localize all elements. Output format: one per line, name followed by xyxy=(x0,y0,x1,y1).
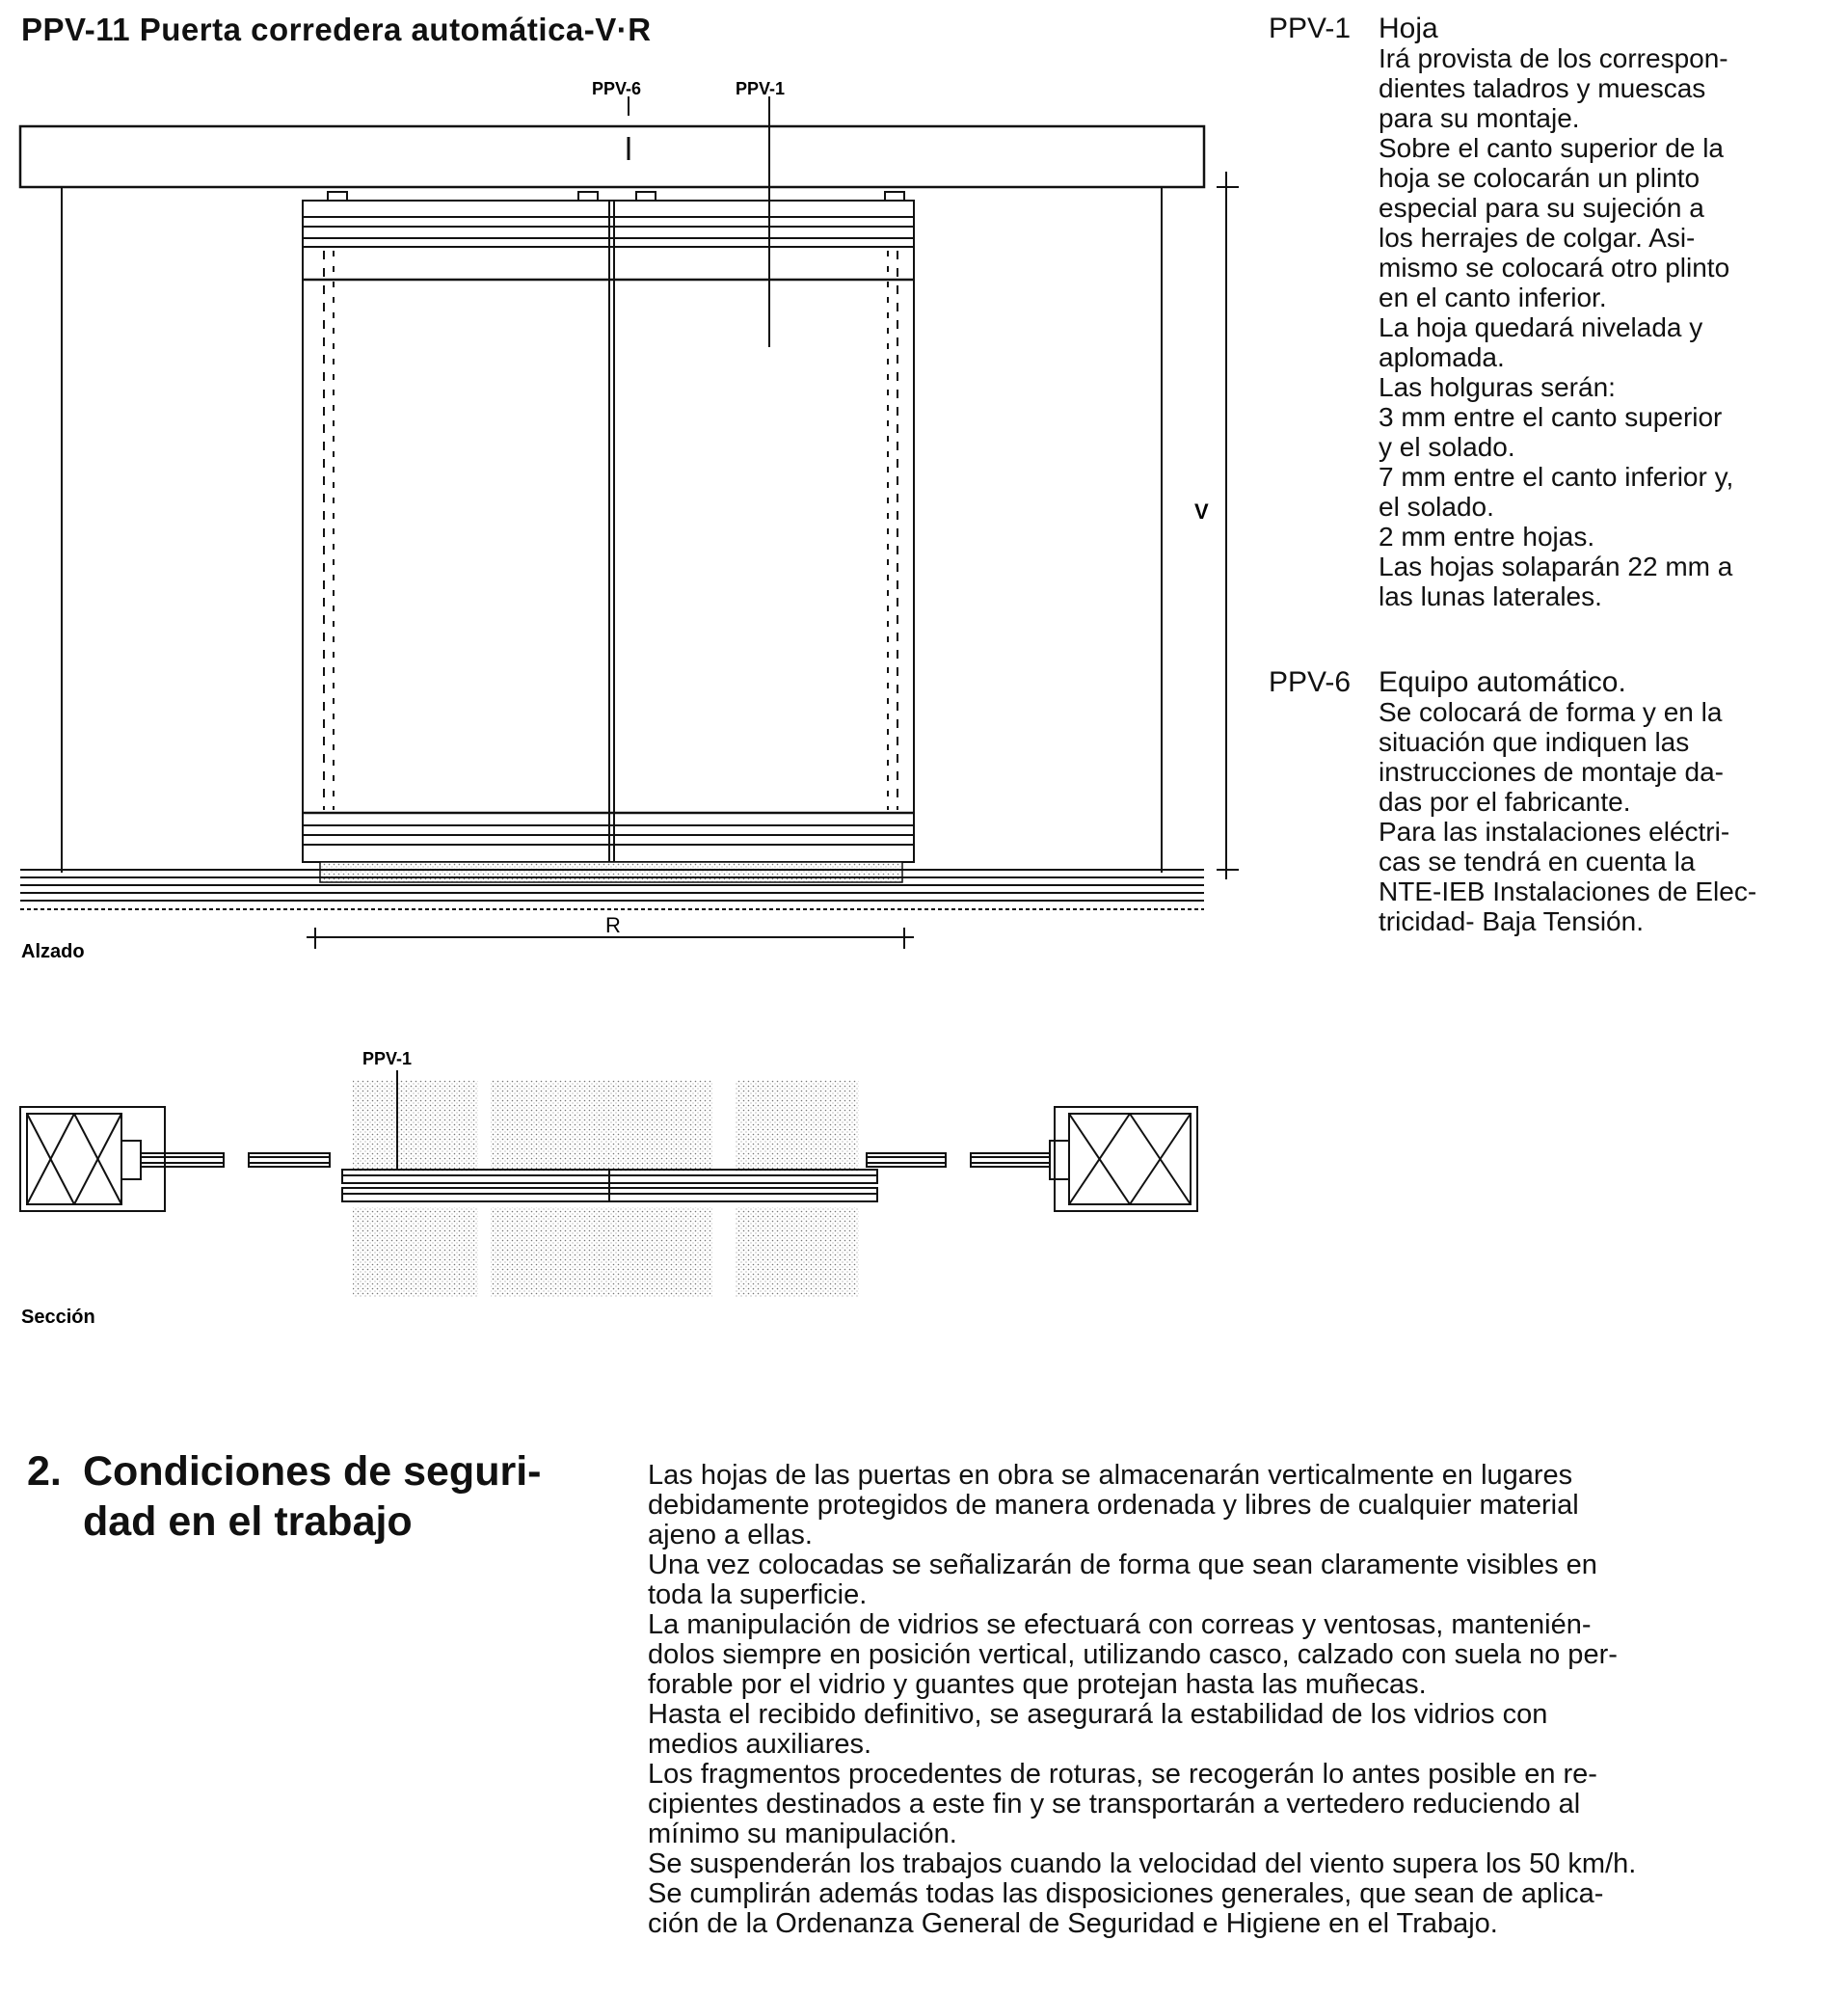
elevation-caption: Alzado xyxy=(21,941,85,962)
body-line: medios auxiliares. xyxy=(648,1729,872,1760)
note-ppv6 xyxy=(1269,667,1847,957)
body-line: ción de la Ordenanza General de Seguridad e Higiene en el Trabajo. xyxy=(648,1908,1498,1939)
note-line: NTE-IEB Instalaciones de Elec- xyxy=(1379,876,1757,906)
note-line: Las holguras serán: xyxy=(1379,372,1616,402)
note-line: y el solado. xyxy=(1379,432,1515,462)
section-title-line: dad en el trabajo xyxy=(83,1498,413,1545)
note-heading: Hoja xyxy=(1379,13,1438,44)
note-line: Irá provista de los correspon- xyxy=(1379,43,1728,73)
note-line: Se colocará de forma y en la xyxy=(1379,697,1723,727)
label-ppv6: PPV-6 xyxy=(592,79,642,98)
section-body xyxy=(648,1461,1829,1939)
note-line: mismo se colocará otro plinto xyxy=(1379,253,1730,283)
note-code: PPV-1 xyxy=(1269,13,1352,44)
label-ppv1-section: PPV-1 xyxy=(362,1049,413,1068)
body-line: dolos siempre en posición vertical, utilizando casco, calzado con suela no per- xyxy=(648,1639,1618,1670)
note-line: Las hojas solaparán 22 mm a xyxy=(1379,552,1733,581)
note-line: el solado. xyxy=(1379,492,1494,522)
elevation-view xyxy=(20,96,1239,949)
note-ppv1 xyxy=(1269,13,1847,650)
note-line: das por el fabricante. xyxy=(1379,787,1631,817)
body-line: cipientes destinados a este fin y se transportarán a vertedero reduciendo al xyxy=(648,1789,1581,1820)
section-title-line: Condiciones de seguri- xyxy=(83,1448,542,1495)
body-line: Hasta el recibido definitivo, se asegurará la estabilidad de los vidrios con xyxy=(648,1699,1548,1730)
note-line: cas se tendrá en cuenta la xyxy=(1379,847,1696,876)
section-number: 2. xyxy=(27,1448,62,1495)
note-line: 3 mm entre el canto superior xyxy=(1379,402,1723,432)
note-line: La hoja quedará nivelada y xyxy=(1379,312,1703,342)
note-body xyxy=(1379,43,1841,611)
note-line: para su montaje. xyxy=(1379,103,1580,133)
note-body xyxy=(1379,697,1841,936)
dim-r-label: R xyxy=(605,913,621,937)
note-line: tricidad- Baja Tensión. xyxy=(1379,906,1644,936)
note-line: 7 mm entre el canto inferior y, xyxy=(1379,462,1734,492)
body-line: Una vez colocadas se señalizarán de forma que sean claramente visibles en xyxy=(648,1550,1597,1580)
note-line: en el canto inferior. xyxy=(1379,283,1607,312)
body-line: ajeno a ellas. xyxy=(648,1520,813,1550)
body-line: debidamente protegidos de manera ordenada y libres de cualquier material xyxy=(648,1490,1579,1521)
body-line: forable por el vidrio y guantes que protejan hasta las muñecas. xyxy=(648,1669,1427,1700)
note-line: 2 mm entre hojas. xyxy=(1379,522,1595,552)
body-line: Las hojas de las puertas en obra se almacenarán verticalmente en lugares xyxy=(648,1460,1573,1491)
body-line: mínimo su manipulación. xyxy=(648,1819,957,1849)
page-title: PPV-11 Puerta corredera automática-V·R xyxy=(21,12,652,47)
section-view xyxy=(20,1070,1197,1297)
technical-drawing xyxy=(0,58,1253,1331)
note-line: hoja se colocarán un plinto xyxy=(1379,163,1701,193)
note-line: Sobre el canto superior de la xyxy=(1379,133,1724,163)
note-line: los herrajes de colgar. Asi- xyxy=(1379,223,1696,253)
body-line: toda la superficie. xyxy=(648,1579,868,1610)
body-line: La manipulación de vidrios se efectuará con correas y ventosas, mantenién- xyxy=(648,1609,1592,1640)
note-line: aplomada. xyxy=(1379,342,1505,372)
note-line: especial para su sujeción a xyxy=(1379,193,1704,223)
note-line: dientes taladros y muescas xyxy=(1379,73,1706,103)
note-line: Para las instalaciones eléctri- xyxy=(1379,817,1730,847)
dim-v-label: V xyxy=(1194,499,1209,524)
note-line: instrucciones de montaje da- xyxy=(1379,757,1724,787)
section-heading xyxy=(27,1446,625,1562)
section-caption: Sección xyxy=(21,1307,95,1328)
note-heading: Equipo automático. xyxy=(1379,666,1626,698)
body-line: Los fragmentos procedentes de roturas, se recogerán lo antes posible en re- xyxy=(648,1759,1597,1790)
label-ppv1-elevation: PPV-1 xyxy=(736,79,786,98)
note-line: las lunas laterales. xyxy=(1379,581,1602,611)
body-line: Se suspenderán los trabajos cuando la velocidad del viento supera los 50 km/h. xyxy=(648,1848,1637,1879)
body-line: Se cumplirán además todas las disposiciones generales, que sean de aplica- xyxy=(648,1878,1604,1909)
note-code: PPV-6 xyxy=(1269,666,1352,698)
note-line: situación que indiquen las xyxy=(1379,727,1690,757)
